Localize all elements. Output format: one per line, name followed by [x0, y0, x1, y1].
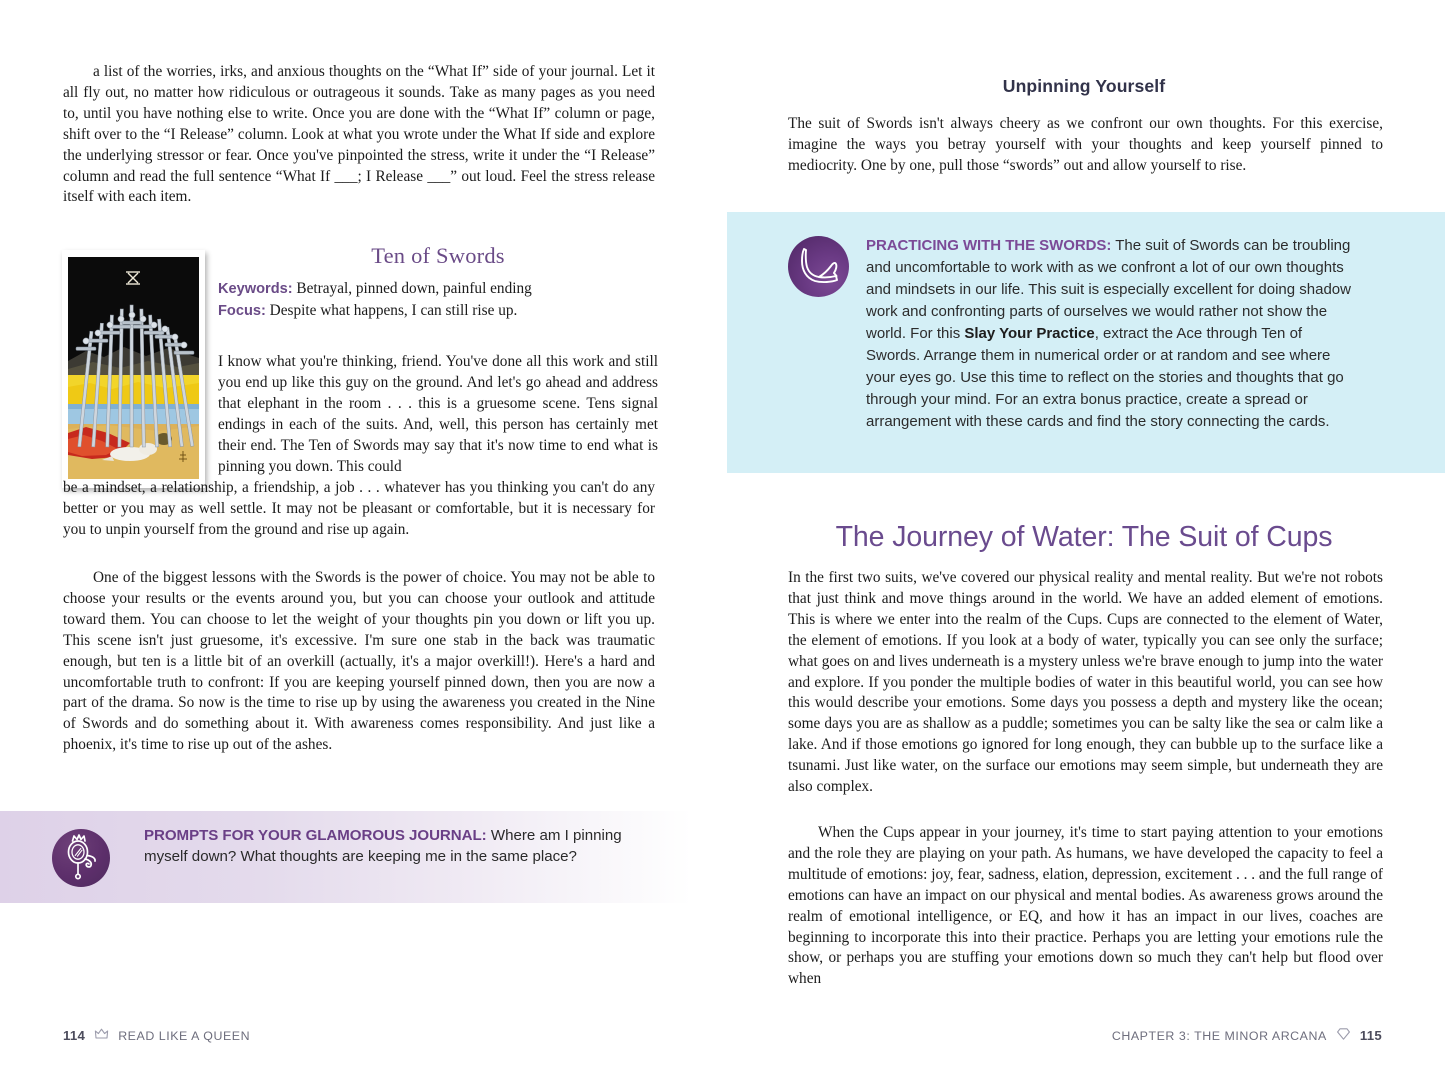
- card-title: Ten of Swords: [371, 243, 505, 268]
- right-running-head: CHAPTER 3: THE MINOR ARCANA: [1111, 1028, 1327, 1043]
- journal-prompt-text: [144, 825, 644, 868]
- practice-callout-text: [866, 235, 1356, 433]
- journal-prompt-callout: [0, 811, 692, 903]
- journal-prompt-label: PROMPTS FOR YOUR GLAMOROUS JOURNAL:: [144, 827, 487, 844]
- hand-mirror-crown-icon: [52, 829, 110, 887]
- focus-value: Despite what happens, I can still rise up.: [265, 302, 518, 319]
- right-body-paragraph-1: In the first two suits, we've covered our physical reality and mental reality. But we're not robots that just think and move things around in the world. We have an added element of emotions. This is where we enter into the realm of the Cups. Cups are connected to the element of Water, the element of emotions. If you look at a body of water, typically you can see only the surface; what goes on and lives underneath is a mystery unless we're brave enough to jump into the water and explore. If you ponder the multiple bodies of water in this beautiful world, you can see how this would describe your emotions. Some days you possess a depth and mystery like the ocean; some days you are as shallow as a puddle; sometimes you can be salty like the sea or calm like a lake. And if those emotions go ignored for long enough, they can bubble up to the surface like a tsunami. Just like water, on the surface our emotions may seem simple, but underneath they are also complex.: [788, 569, 1383, 796]
- section-heading: The Journey of Water: The Suit of Cups: [835, 521, 1333, 553]
- practice-callout: [727, 212, 1445, 473]
- left-body-paragraph-1-wrapped: I know what you're thinking, friend. You've done all this work and still you end up like this guy on the ground. And let's go ahead and address that elephant in the room . . . this is a gruesome scene. Tens signal endings in each of the suits. And, well, this person has certainly met their end. The Ten of Swords may say that it's now time to end what is pinning you down. This could: [218, 353, 658, 475]
- right-body-paragraph-2: When the Cups appear in your journey, it's time to start paying attention to your emotions and the role they are playing on your path. As humans, we have developed the capacity to feel a multitude of emotions: joy, fear, sadness, elation, depression, excitement . . . and the full range of emotions can have an impact on our physical and mental bodies. As awareness grows around the realm of emotional intelligence, or EQ, and how it has an impact in our lives, coaches are beginning to incorporate this into their practice. Perhaps you are letting your emotions rule the show, or perhaps you are stuffing your emotions down so much they can't help but flood over when: [788, 824, 1383, 988]
- left-body-paragraph-2: One of the biggest lessons with the Swords is the power of choice. You may not be able to choose your results or the events around you, but you can choose your outlook and attitude toward them. You can choose to let the weight of your thoughts pin you down or lift you up. This scene isn't just gruesome, it's excessive. I'm sure one stab in the back was traumatic enough, but ten is a little bit of an overkill (actually, it's a major overkill!). Here's a hard and uncomfortable truth to confront: If you are keeping yourself pinned down, then you are now a part of the drama. So now is the time to rise up by using the awareness you created in the Nine of Swords and do something about it. With awareness comes responsibility. And just like a phoenix, it's time to rise up out of the ashes.: [63, 569, 655, 754]
- journal-prompt-body: Where am I pinning myself down? What thoughts are keeping me in the same place?: [144, 827, 622, 866]
- crown-icon: [94, 1027, 109, 1044]
- right-subheading: Unpinning Yourself: [1002, 76, 1166, 96]
- gem-icon: [1336, 1027, 1351, 1044]
- left-body-paragraph-1-continued: be a mindset, a relationship, a friendship, a job . . . whatever has you thinking you can't do any better or you may as well settle. It may not be pleasant or comfortable, but it is necessary for you to unpin yourself from the ground and rise up again.: [63, 479, 655, 538]
- practice-callout-label: PRACTICING WITH THE SWORDS:: [866, 237, 1112, 254]
- focus-label: Focus:: [218, 303, 266, 319]
- hand-mirror-crown-glyph: [52, 829, 110, 887]
- keywords-value: Betrayal, pinned down, painful ending: [292, 280, 532, 297]
- left-page: [0, 0, 722, 1084]
- card-keywords-line: [218, 278, 658, 300]
- card-heading-block: [218, 243, 658, 322]
- left-running-head: READ LIKE A QUEEN: [118, 1028, 251, 1043]
- gem-glyph: [1336, 1027, 1351, 1041]
- left-page-footer: [63, 1027, 250, 1044]
- practice-callout-body-2: , extract the Ace through Ten of Swords. Arrange them in numerical order or at random and see where your eyes go. Use this time to reflect on the stories and thoughts that go through your mind. For an extra bonus practice, create a spread or arrangement with these cards and find the story connecting the cards.: [866, 325, 1344, 430]
- right-page-footer: [1112, 1027, 1382, 1044]
- left-intro-paragraph: a list of the worries, irks, and anxious thoughts on the “What If” side of your journal. Let it all fly out, no matter how ridiculous or outrageous it sounds. Take as many pages as you need to, until you have nothing else to write. Once you are done with the “What If” column or page, shift over to the “I Release” column. Look at what you wrote under the What If side and explore the underlying stressor or fear. Once you've pinpointed the stress, write it under the “I Release” column and read the full sentence “What If ___; I Release ___” out loud. Feel the stress release itself with each item.: [63, 63, 655, 206]
- high-heel-shoe-glyph: [788, 236, 849, 297]
- right-page: [723, 0, 1445, 1084]
- slay-your-practice-phrase: Slay Your Practice: [964, 325, 1095, 342]
- crown-glyph: [94, 1027, 109, 1041]
- card-focus-line: [218, 300, 658, 322]
- left-page-number: 114: [63, 1028, 86, 1043]
- right-intro-paragraph: The suit of Swords isn't always cheery as we confront our own thoughts. For this exercise, imagine the ways you betray yourself with your thoughts and keep yourself pinned to mediocrity. One by one, pull those “swords” out and allow yourself to rise.: [788, 115, 1383, 174]
- tarot-card-artwork: [68, 257, 199, 479]
- ten-of-swords-card-figure: [62, 250, 205, 488]
- practice-callout-body-1: The suit of Swords can be troubling and uncomfortable to work with as we confront a lot of our own thoughts and mindsets in our life. This suit is especially excellent for doing shadow work and confronting parts of ourselves we would rather not show the world. For this: [866, 237, 1351, 342]
- ten-of-swords-illustration: [68, 257, 199, 479]
- keywords-label: Keywords:: [218, 281, 293, 297]
- high-heel-shoe-icon: [788, 236, 849, 297]
- right-page-number: 115: [1359, 1028, 1382, 1043]
